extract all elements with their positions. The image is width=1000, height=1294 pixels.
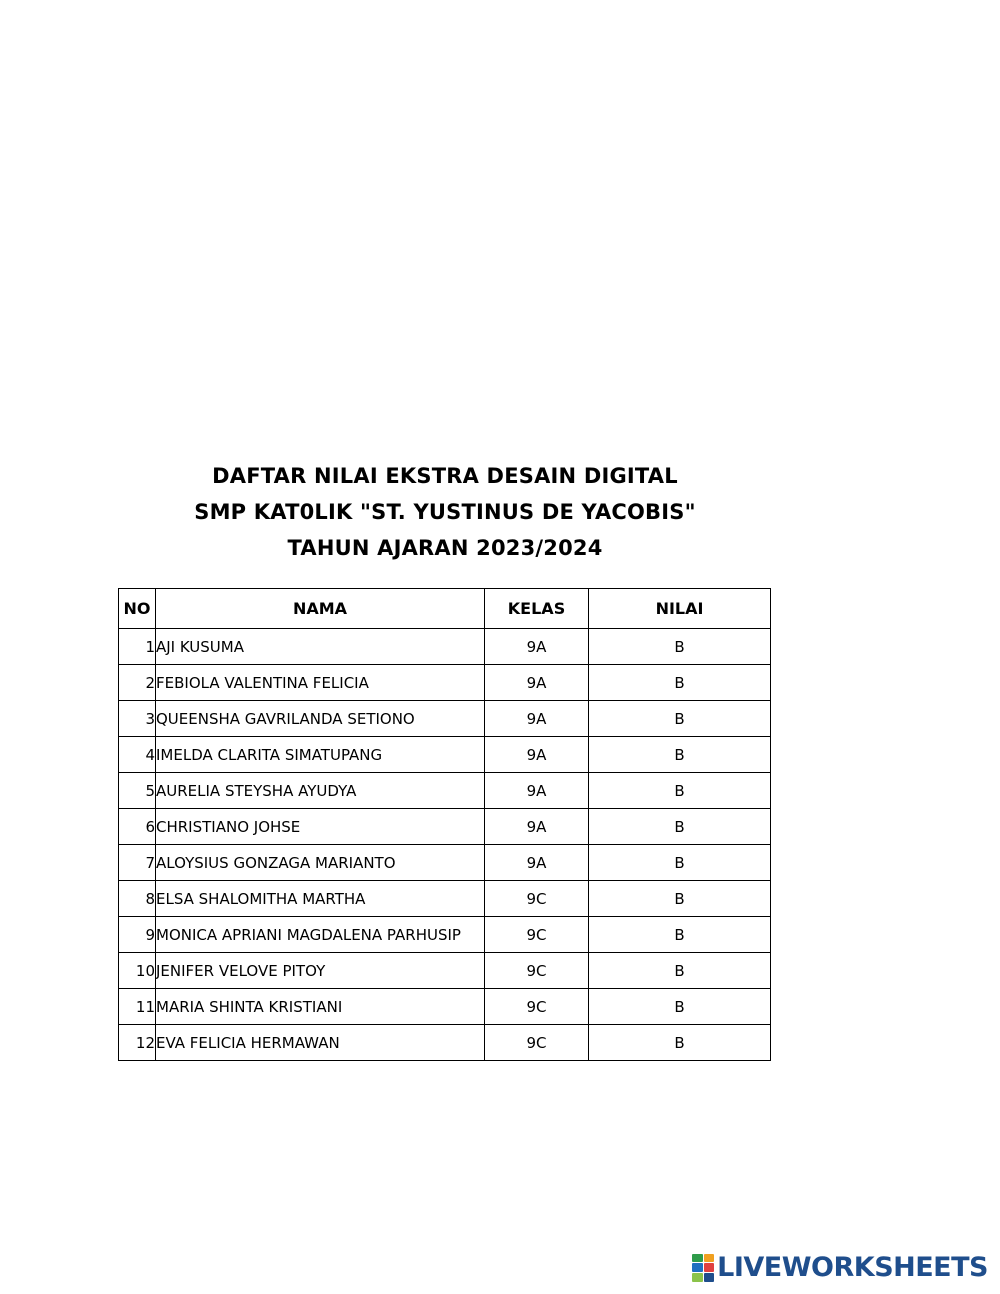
cell-no: 1 — [119, 629, 156, 665]
cell-kelas: 9C — [485, 1025, 589, 1061]
cell-nama: QUEENSHA GAVRILANDA SETIONO — [156, 701, 485, 737]
liveworksheets-logo-icon — [692, 1254, 714, 1282]
table-row — [119, 953, 771, 989]
cell-no: 6 — [119, 809, 156, 845]
cell-nama: FEBIOLA VALENTINA FELICIA — [156, 665, 485, 701]
cell-nama: AJI KUSUMA — [156, 629, 485, 665]
cell-nama: JENIFER VELOVE PITOY — [156, 953, 485, 989]
cell-kelas: 9A — [485, 701, 589, 737]
cell-nilai: B — [589, 773, 771, 809]
logo-square — [704, 1273, 715, 1282]
document-header — [0, 458, 890, 566]
cell-no: 2 — [119, 665, 156, 701]
cell-kelas: 9A — [485, 629, 589, 665]
cell-no: 7 — [119, 845, 156, 881]
cell-no: 8 — [119, 881, 156, 917]
column-header-nama: NAMA — [156, 589, 485, 629]
table-row — [119, 665, 771, 701]
cell-kelas: 9C — [485, 917, 589, 953]
cell-no: 10 — [119, 953, 156, 989]
academic-year: TAHUN AJARAN 2023/2024 — [287, 536, 603, 560]
column-header-kelas: KELAS — [485, 589, 589, 629]
logo-text: LIVEWORKSHEETS — [717, 1252, 988, 1283]
school-name: SMP KAT0LIK "ST. YUSTINUS DE YACOBIS" — [194, 500, 696, 524]
cell-nilai: B — [589, 701, 771, 737]
cell-no: 9 — [119, 917, 156, 953]
table-row — [119, 881, 771, 917]
column-header-no: NO — [119, 589, 156, 629]
cell-kelas: 9C — [485, 953, 589, 989]
logo-square — [704, 1254, 715, 1263]
cell-nama: MARIA SHINTA KRISTIANI — [156, 989, 485, 1025]
table-body — [119, 629, 771, 1061]
cell-no: 3 — [119, 701, 156, 737]
grades-table — [118, 588, 771, 1061]
cell-kelas: 9A — [485, 845, 589, 881]
cell-nilai: B — [589, 809, 771, 845]
cell-nilai: B — [589, 989, 771, 1025]
logo-square — [692, 1254, 703, 1263]
table-row — [119, 809, 771, 845]
cell-nilai: B — [589, 881, 771, 917]
cell-nilai: B — [589, 953, 771, 989]
cell-kelas: 9A — [485, 737, 589, 773]
table-header-row — [119, 589, 771, 629]
cell-nilai: B — [589, 629, 771, 665]
column-header-nilai: NILAI — [589, 589, 771, 629]
logo-square — [704, 1263, 715, 1272]
cell-no: 5 — [119, 773, 156, 809]
cell-no: 4 — [119, 737, 156, 773]
cell-nama: MONICA APRIANI MAGDALENA PARHUSIP — [156, 917, 485, 953]
cell-nama: EVA FELICIA HERMAWAN — [156, 1025, 485, 1061]
cell-nama: ALOYSIUS GONZAGA MARIANTO — [156, 845, 485, 881]
document-title: DAFTAR NILAI EKSTRA DESAIN DIGITAL — [212, 464, 678, 488]
table-row — [119, 1025, 771, 1061]
cell-no: 11 — [119, 989, 156, 1025]
cell-nama: AURELIA STEYSHA AYUDYA — [156, 773, 485, 809]
logo-square — [692, 1273, 703, 1282]
logo-square — [692, 1263, 703, 1272]
cell-nilai: B — [589, 1025, 771, 1061]
cell-kelas: 9C — [485, 881, 589, 917]
cell-kelas: 9A — [485, 665, 589, 701]
table-row — [119, 845, 771, 881]
cell-kelas: 9A — [485, 809, 589, 845]
cell-kelas: 9C — [485, 989, 589, 1025]
cell-nama: ELSA SHALOMITHA MARTHA — [156, 881, 485, 917]
cell-nama: CHRISTIANO JOHSE — [156, 809, 485, 845]
cell-nilai: B — [589, 845, 771, 881]
liveworksheets-logo — [692, 1252, 988, 1283]
cell-nilai: B — [589, 737, 771, 773]
cell-no: 12 — [119, 1025, 156, 1061]
table-row — [119, 773, 771, 809]
cell-nilai: B — [589, 917, 771, 953]
cell-nama: IMELDA CLARITA SIMATUPANG — [156, 737, 485, 773]
table-row — [119, 701, 771, 737]
table-row — [119, 989, 771, 1025]
table-row — [119, 737, 771, 773]
cell-kelas: 9A — [485, 773, 589, 809]
cell-nilai: B — [589, 665, 771, 701]
table-row — [119, 629, 771, 665]
table-row — [119, 917, 771, 953]
